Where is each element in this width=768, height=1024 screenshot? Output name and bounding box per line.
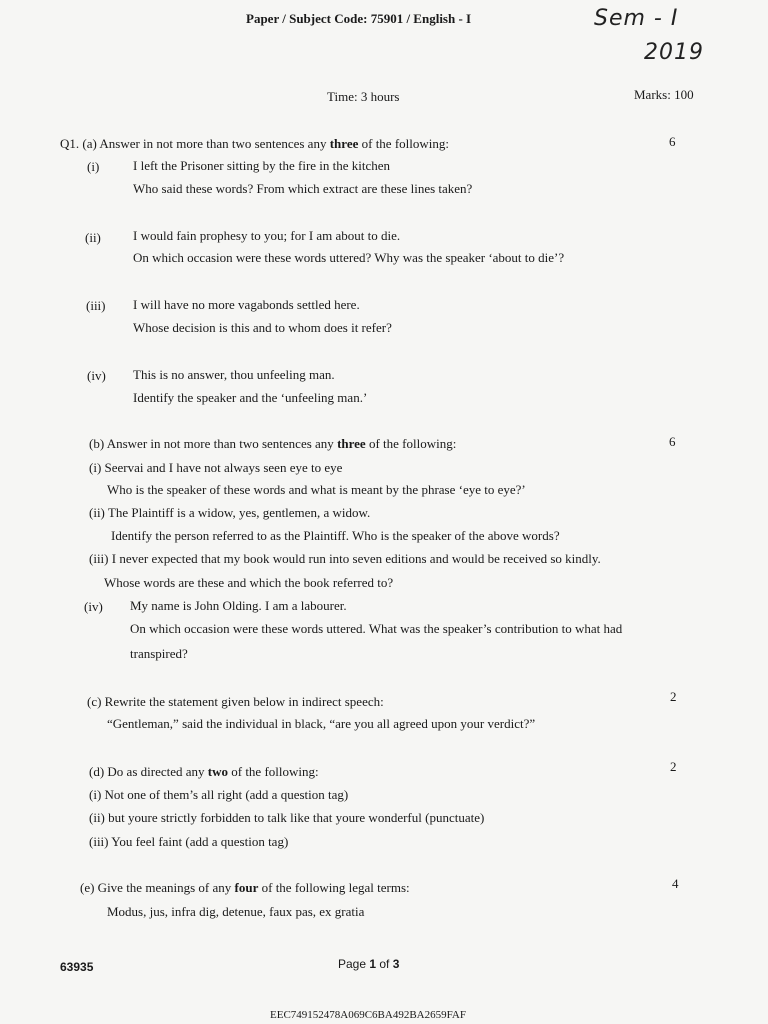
q1a-item-num: (ii) [85, 230, 101, 245]
q1e-prompt-text: (e) Give the meanings of any [80, 880, 235, 895]
q1b-marks: 6 [669, 434, 676, 449]
document-hash: EEC749152478A069C6BA492BA2659FAF [270, 1009, 466, 1021]
q1b-i-quote: (i) Seervai and I have not always seen eye to eye [89, 460, 343, 475]
page-total: 3 [392, 957, 400, 971]
q1a-prompt-text: Answer in not more than two sentences any [99, 136, 330, 151]
q1d-prompt [89, 764, 319, 780]
q1a-item-question: Who said these words? From which extract are these lines taken? [133, 181, 473, 196]
handwritten-year: 2019 [644, 40, 704, 65]
q1b-iv-question: On which occasion were these words uttered. What was the speaker’s contribution to what had [130, 621, 623, 636]
q1e-prompt-bold: four [234, 880, 259, 895]
q1a-item-question: Identify the speaker and the ‘unfeeling man.’ [133, 390, 368, 405]
page-of: of [376, 957, 393, 971]
exam-marks: Marks: 100 [634, 87, 694, 102]
q1b-prompt-end: of the following: [365, 436, 457, 451]
q1b-iv-question-cont: transpired? [130, 646, 188, 661]
q1a-prompt [60, 136, 449, 152]
q1b-ii-quote: (ii) The Plaintiff is a widow, yes, gentlemen, a widow. [89, 505, 371, 520]
q1c-statement: “Gentleman,” said the individual in black, “are you all agreed upon your verdict?” [107, 716, 536, 731]
q1e-prompt-end: of the following legal terms: [258, 880, 410, 895]
q1a-item-quote: I left the Prisoner sitting by the fire in the kitchen [133, 158, 391, 173]
q1d-prompt-bold: two [207, 764, 228, 779]
q1b-ii-question: Identify the person referred to as the Plaintiff. Who is the speaker of the above words? [111, 528, 560, 543]
paper-title: Paper / Subject Code: 75901 / English - I [246, 11, 472, 26]
q1a-item-question: Whose decision is this and to whom does it refer? [133, 320, 392, 335]
q1b-label: (b) [89, 436, 105, 451]
handwritten-semester: Sem - I [594, 6, 679, 31]
q1d-prompt-end: of the following: [227, 764, 319, 779]
q1b-prompt [89, 436, 456, 452]
q1a-item-quote: I will have no more vagabonds settled here. [133, 297, 360, 312]
q1a-item-quote: This is no answer, thou unfeeling man. [133, 367, 335, 382]
q1b-iv-quote: My name is John Olding. I am a labourer. [130, 598, 347, 613]
q1c-marks: 2 [670, 689, 677, 704]
page-label: Page [338, 957, 370, 971]
q1b-prompt-bold: three [337, 436, 366, 451]
q1d-item: (i) Not one of them’s all right (add a question tag) [89, 787, 349, 802]
q1b-iii-question: Whose words are these and which the book referred to? [104, 575, 394, 590]
q1a-item-num: (iii) [86, 298, 106, 313]
q1d-item: (ii) but youre strictly forbidden to talk like that youre wonderful (punctuate) [89, 810, 485, 825]
q1a-item-question: On which occasion were these words uttered? Why was the speaker ‘about to die’? [133, 250, 565, 265]
q1d-prompt-text: (d) Do as directed any [89, 764, 208, 779]
q1a-prompt-end: of the following: [358, 136, 449, 151]
page-number [338, 957, 399, 971]
q1e-marks: 4 [672, 876, 679, 891]
q1a-item-num: (i) [87, 159, 100, 174]
q1b-prompt-text: Answer in not more than two sentences any [106, 436, 338, 451]
q1d-marks: 2 [670, 759, 677, 774]
q1a-item-num: (iv) [87, 368, 106, 383]
q1b-iii-quote: (iii) I never expected that my book would run into seven editions and would be received so kindly. [89, 551, 601, 566]
q1b-iv-num: (iv) [84, 599, 103, 614]
page-current: 1 [369, 957, 377, 971]
q1c-prompt: (c) Rewrite the statement given below in indirect speech: [87, 694, 384, 709]
q1b-i-question: Who is the speaker of these words and what is meant by the phrase ‘eye to eye?’ [107, 482, 526, 497]
exam-time: Time: 3 hours [327, 89, 400, 104]
footer-code: 63935 [60, 960, 94, 974]
q1a-item-quote: I would fain prophesy to you; for I am about to die. [133, 228, 401, 243]
q1a-label: Q1. (a) [60, 136, 97, 151]
q1e-terms: Modus, jus, infra dig, detenue, faux pas, ex gratia [107, 904, 365, 919]
q1a-marks: 6 [669, 134, 676, 149]
q1d-item: (iii) You feel faint (add a question tag) [89, 834, 289, 849]
q1a-prompt-bold: three [329, 136, 359, 151]
q1e-prompt [80, 880, 410, 896]
